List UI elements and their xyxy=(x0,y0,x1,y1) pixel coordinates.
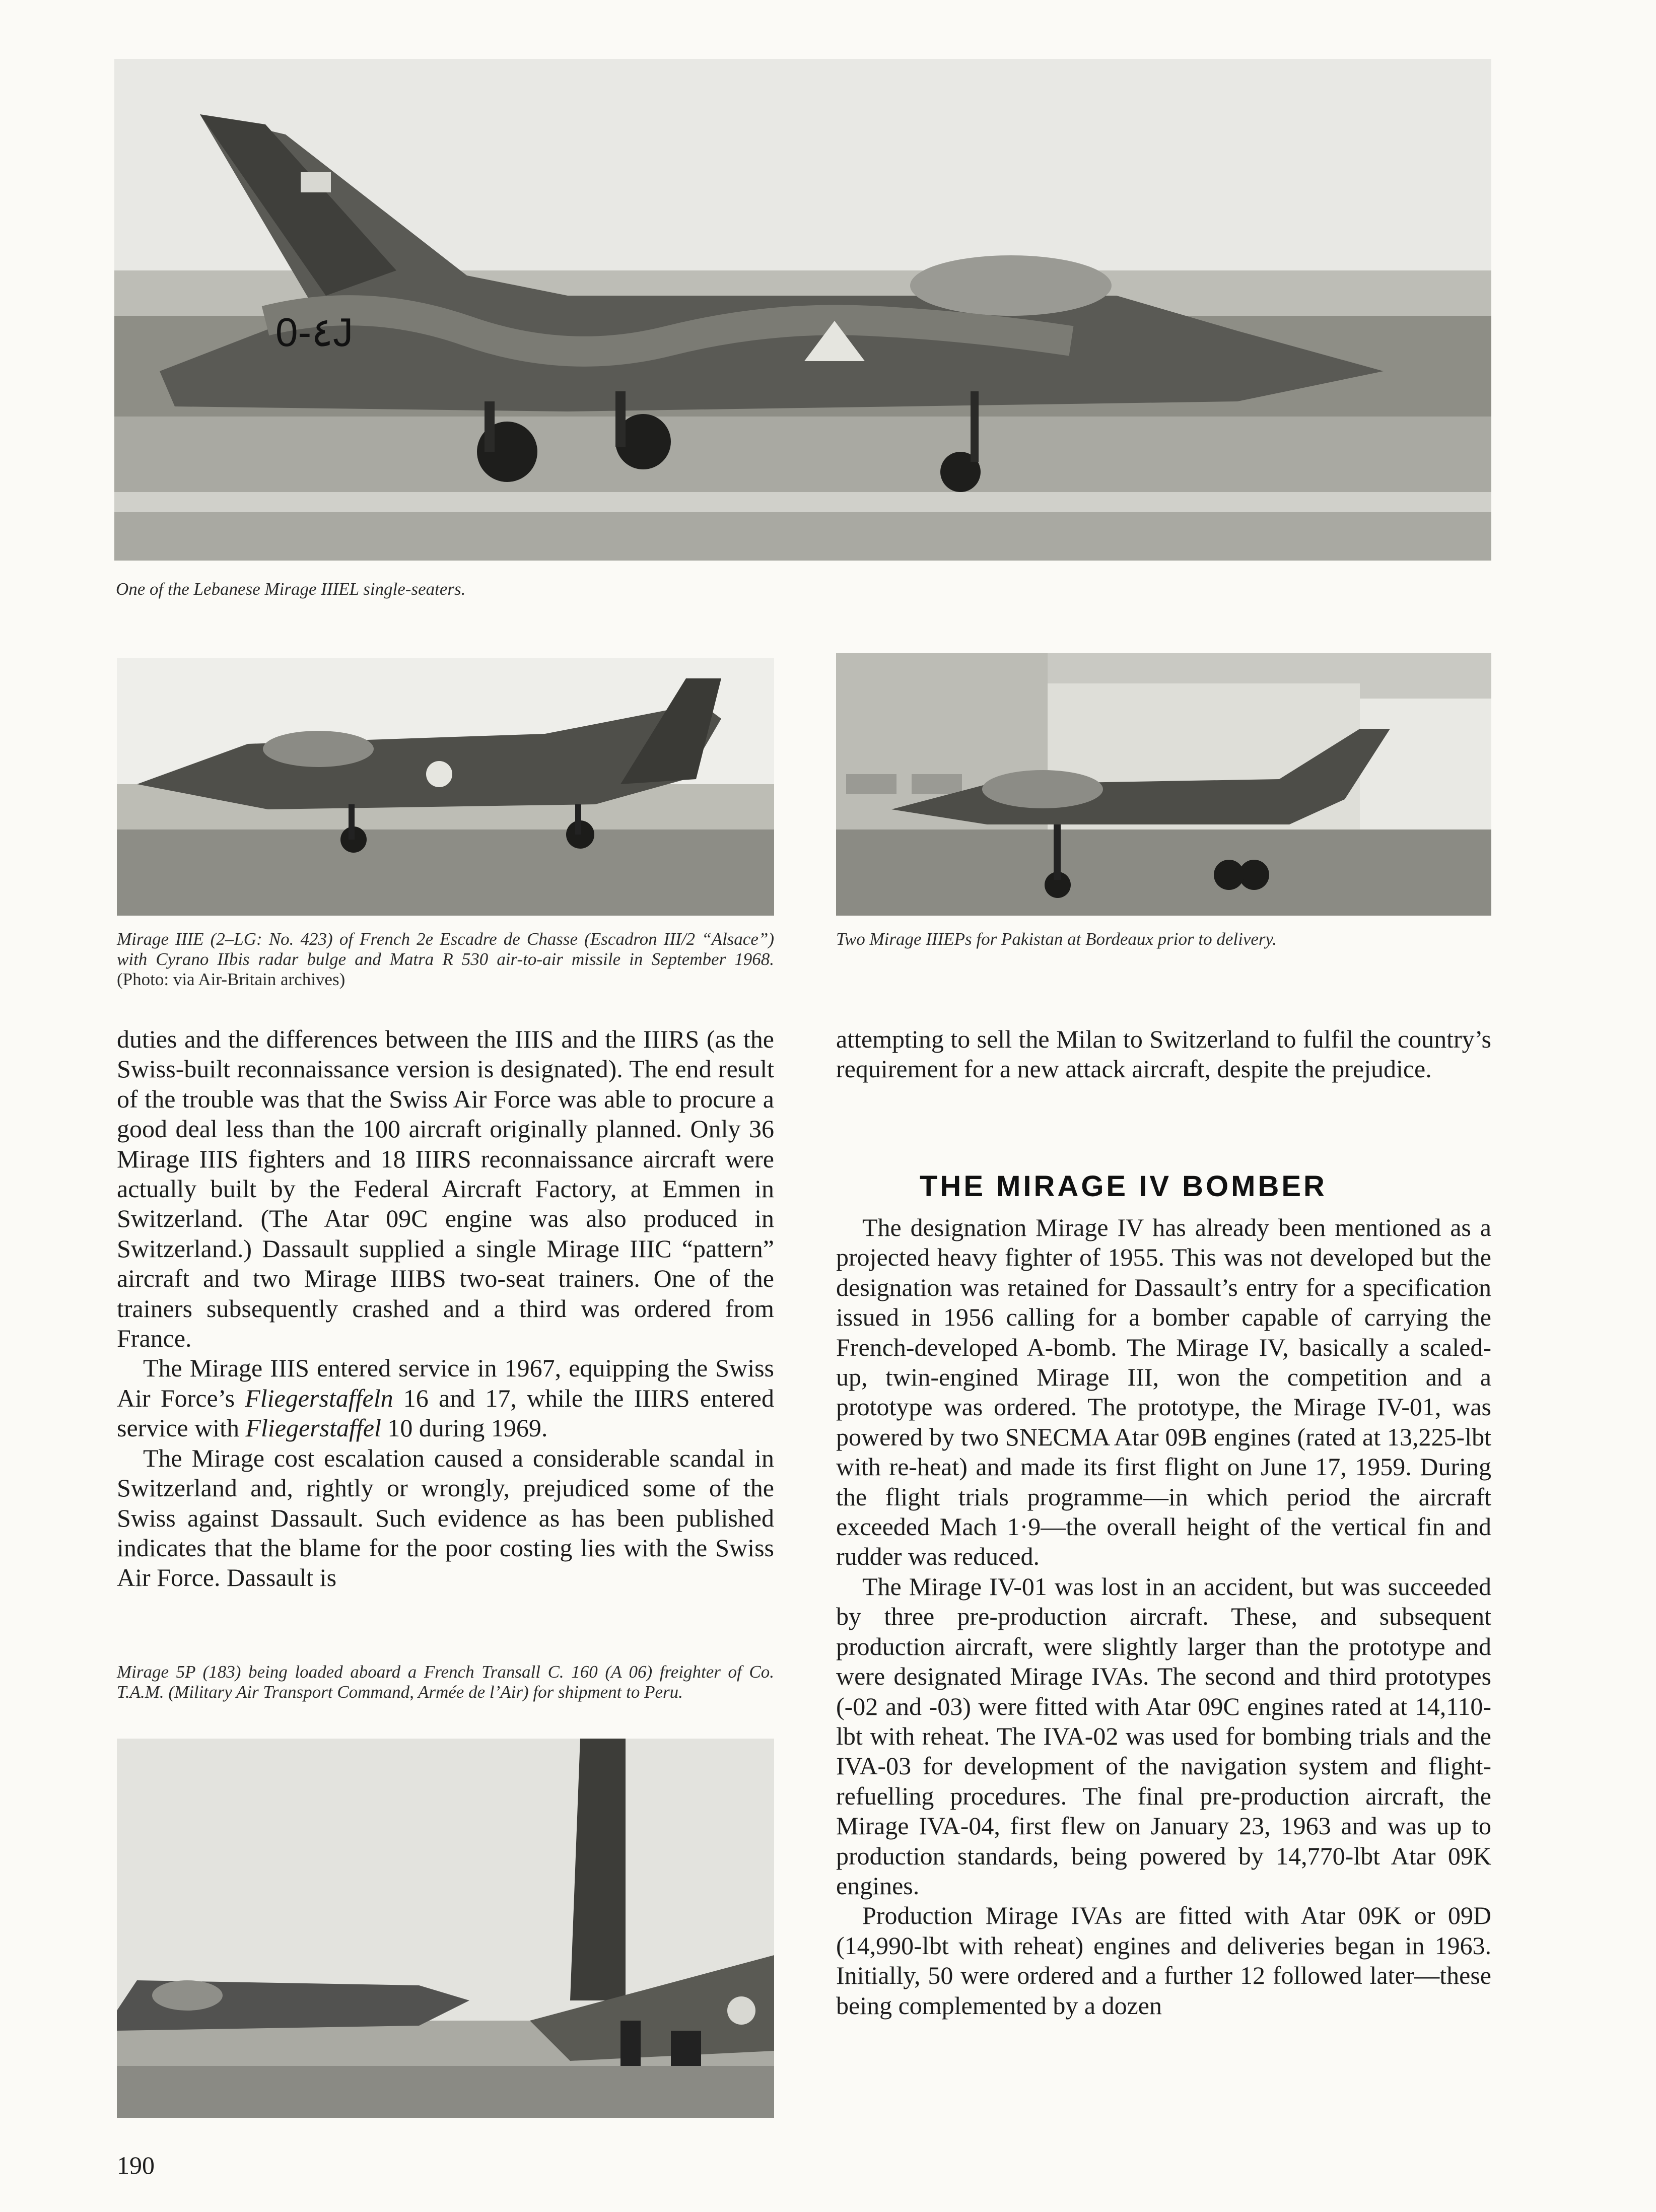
photo-mirage-5p-transall xyxy=(117,1739,774,2118)
right-column-body xyxy=(836,1213,1491,2021)
left-p2-italic-d: Fliegerstaffel xyxy=(245,1414,381,1442)
caption-top-photo: One of the Lebanese Mirage IIIEL single-seaters. xyxy=(116,579,466,599)
right-paragraph-4: Production Mirage IVAs are fitted with Atar 09K or 09D (14,990-lbt with reheat) engines and deliveries began in 1963. Initially, 50 were ordered and a further 12 followed later—these being complemented by a dozen xyxy=(836,1901,1491,2020)
left-p2-text-e: 10 during 1969. xyxy=(381,1414,548,1442)
section-heading: THE MIRAGE IV BOMBER xyxy=(920,1170,1327,1203)
photo-pakistan-mirage-iiiep xyxy=(836,653,1491,916)
right-paragraph-1: attempting to sell the Milan to Switzerland to fulfil the country’s requirement for a new attack aircraft, despite the prejudice. xyxy=(836,1025,1491,1083)
aircraft-marking: 0-٤J xyxy=(275,310,354,355)
photo-french-mirage-iiie xyxy=(117,658,774,916)
right-paragraph-3: The Mirage IV-01 was lost in an accident, but was succeeded by three pre-production aircraft. These, and subsequent production aircraft, were slightly larger than the prototype and were designated Mirage IVAs. The second and third prototypes (-02 and -03) were fitted with Atar 09C engines rated at 14,110-lbt with reheat. The IVA-02 was used for bombing trials and the IVA-03 for development of the navigation system and flight-refuelling procedures. The final pre-production aircraft, the Mirage IVA-04, first flew on January 23, 1963 and was up to production standards, being powered by 14,770-lbt Atar 09K engines. xyxy=(836,1572,1491,1900)
left-p2-text-c: 16 and 17, while the IIIRS entered service with xyxy=(117,1384,774,1442)
caption-middle-right-photo: Two Mirage IIIEPs for Pakistan at Bordeaux prior to delivery. xyxy=(836,929,1277,949)
left-p2-italic-b: Fliegerstaffeln xyxy=(245,1384,393,1412)
right-paragraph-2: The designation Mirage IV has already been mentioned as a projected heavy fighter of 1955. This was not developed but the designation was retained for Dassault’s entry for a specification issued in 1956 calling for a bomber capable of carrying the French-developed A-bomb. The Mirage IV, basically a scaled-up, twin-engined Mirage III, won the competition and a prototype was ordered. The prototype, the Mirage IV-01, was powered by two SNECMA Atar 09B engines (rated at 13,225-lbt with re-heat) and made its first flight on June 17, 1959. During the flight trials programme—in which period the aircraft exceeded Mach 1·9—the overall height of the vertical fin and rudder was reduced. xyxy=(836,1213,1491,1571)
left-paragraph-2 xyxy=(117,1353,774,1443)
photo-lebanese-mirage-iiiel xyxy=(114,59,1491,561)
photo-credit: (Photo: via Air-Britain archives) xyxy=(117,970,346,989)
caption-middle-left-text: Mirage IIIE (2–LG: No. 423) of French 2e Escadre de Chasse (Escadron III/2 “Alsace”) with Cyrano IIbis radar bulge and Matra R 530 air-to-air missile in September 1968. xyxy=(117,929,774,969)
right-column-intro xyxy=(836,1024,1491,1084)
left-column xyxy=(117,1024,774,1593)
left-p2-text-a: The Mirage IIIS entered service in 1967, equipping the Swiss Air Force’s xyxy=(117,1354,774,1412)
page-number: 190 xyxy=(117,2151,155,2179)
caption-bottom-left-photo: Mirage 5P (183) being loaded aboard a French Transall C. 160 (A 06) freighter of Co. T.A.M. (Military Air Transport Command, Armée de l’Air) for shipment to Peru. xyxy=(117,1662,774,1702)
left-paragraph-3: The Mirage cost escalation caused a considerable scandal in Switzerland and, rightly or wrongly, prejudiced some of the Swiss against Dassault. Such evidence as has been published indicates that the blame for the poor costing lies with the Swiss Air Force. Dassault is xyxy=(117,1443,774,1592)
left-paragraph-1: duties and the differences between the IIIS and the IIIRS (as the Swiss-built reconnaissance version is designated). The end result of the trouble was that the Swiss Air Force was able to procure a good deal less than the 100 aircraft originally planned. Only 36 Mirage IIIS fighters and 18 IIIRS reconnaissance aircraft were actually built by the Federal Aircraft Factory, at Emmen in Switzerland. (The Atar 09C engine was also produced in Switzerland.) Dassault supplied a single Mirage IIIC “pattern” aircraft and two Mirage IIIBS two-seat trainers. One of the trainers subsequently crashed and a third was ordered from France. xyxy=(117,1025,774,1353)
caption-middle-left-photo xyxy=(117,929,774,990)
